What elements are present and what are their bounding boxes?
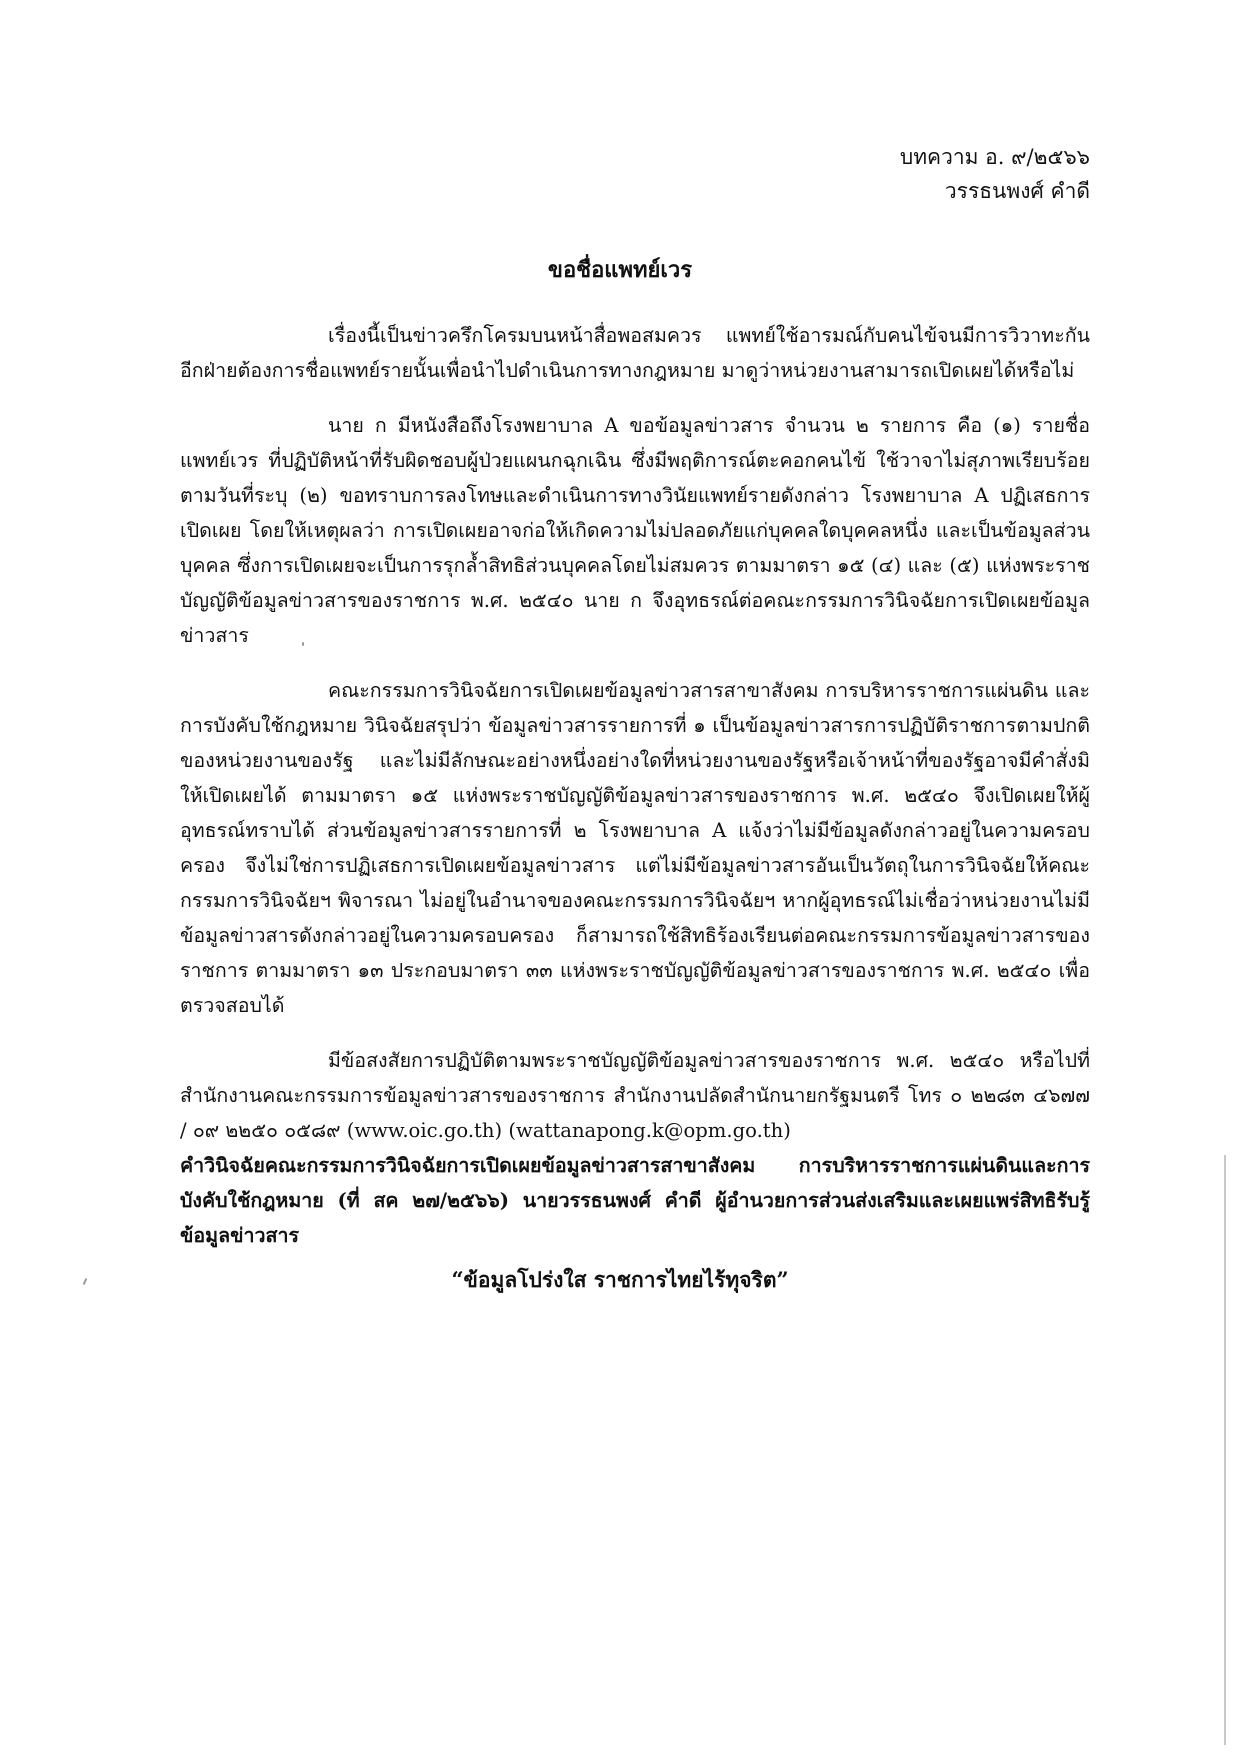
decision-paragraph: คณะกรรมการวินิจฉัยการเปิดเผยข้อมูลข่าวสารสาขาสังคม การบริหารราชการแผ่นดิน และการบังคับใช้กฎหมาย วินิจฉัยสรุปว่า ข้อมูลข่าวสารรายการที่ ๑ เป็นข้อมูลข่าวสารการปฏิบัติราชการตามปกติของหน่วยงานของรัฐ และไม่มีลักษณะอย่างหนึ่งอย่างใดที่หน่วยงานของรัฐหรือเจ้าหน้าที่ของรัฐอาจมีคำสั่งมิให้เปิดเผยได้ ตามมาตรา ๑๕ แห่งพระราชบัญญัติข้อมูลข่าวสารของราชการ พ.ศ. ๒๕๔๐ จึงเปิดเผยให้ผู้อุทธรณ์ทราบได้ ส่วนข้อมูลข่าวสารรายการที่ ๒ โรงพยาบาล A แจ้งว่าไม่มีข้อมูลดังกล่าวอยู่ในความครอบครอง จึงไม่ใช่การปฏิเสธการเปิดเผยข้อมูลข่าวสาร แต่ไม่มีข้อมูลข่าวสารอันเป็นวัตถุในการวินิจฉัยให้คณะกรรมการวินิจฉัยฯ พิจารณา ไม่อยู่ในอำนาจของคณะกรรมการวินิจฉัยฯ หากผู้อุทธรณ์ไม่เชื่อว่าหน่วยงานไม่มีข้อมูลข่าวสารดังกล่าวอยู่ในความครอบครอง ก็สามารถใช้สิทธิร้องเรียนต่อคณะกรรมการข้อมูลข่าวสารของราชการ ตามมาตรา ๑๓ ประกอบมาตรา ๓๓ แห่งพระราชบัญญัติข้อมูลข่าวสารของราชการ พ.ศ. ๒๕๔๐ เพื่อตรวจสอบได้ [180, 679, 1090, 1017]
slogan: “ข้อมูลโปร่งใส ราชการไทยไร้ทุจริต” [451, 1267, 789, 1292]
document-body [180, 318, 1090, 1253]
intro-paragraph: เรื่องนี้เป็นข่าวครึกโครมบนหน้าสื่อพอสมควร แพทย์ใช้อารมณ์กับคนไข้จนมีการวิวาทะกัน อีกฝ่ายต้องการชื่อแพทย์รายนั้นเพื่อนำไปดำเนินการทางกฎหมาย มาดูว่าหน่วยงานสามารถเปิดเผยได้หรือไม่ [180, 324, 1090, 382]
scan-edge-line [1224, 1155, 1226, 1745]
header-block [900, 140, 1090, 208]
contact-paragraph: มีข้อสงสัยการปฏิบัติตามพระราชบัญญัติข้อมูลข่าวสารของราชการ พ.ศ. ๒๕๔๐ หรือไปที่ สำนักงานคณะกรรมการข้อมูลข่าวสารของราชการ สำนักงานปลัดสำนักนายกรัฐมนตรี โทร ๐ ๒๒๘๓ ๔๖๗๗ / ๐๙ ๒๒๕๐ ๐๕๘๙ (www.oic.go.th) (wattanapong.k@opm.go.th) [180, 1049, 1090, 1142]
scan-speck [302, 642, 304, 646]
document-title: ขอชื่อแพทย์เวร [547, 257, 693, 283]
facts-paragraph: นาย ก มีหนังสือถึงโรงพยาบาล A ขอข้อมูลข่าวสาร จำนวน ๒ รายการ คือ (๑) รายชื่อแพทย์เวร ที่ปฏิบัติหน้าที่รับผิดชอบผู้ป่วยแผนกฉุกเฉิน ซึ่งมีพฤติการณ์ตะคอกคนไข้ ใช้วาจาไม่สุภาพเรียบร้อยตามวันที่ระบุ (๒) ขอทราบการลงโทษและดำเนินการทางวินัยแพทย์รายดังกล่าว โรงพยาบาล A ปฏิเสธการเปิดเผย โดยให้เหตุผลว่า การเปิดเผยอาจก่อให้เกิดความไม่ปลอดภัยแก่บุคคลใดบุคคลหนึ่ง และเป็นข้อมูลส่วนบุคคล ซึ่งการเปิดเผยจะเป็นการรุกล้ำสิทธิส่วนบุคคลโดยไม่สมควร ตามมาตรา ๑๕ (๔) และ (๕) แห่งพระราชบัญญัติข้อมูลข่าวสารของราชการ พ.ศ. ๒๕๔๐ นาย ก จึงอุทธรณ์ต่อคณะกรรมการวินิจฉัยการเปิดเผยข้อมูลข่าวสาร [180, 414, 1090, 647]
ruling-reference: คำวินิจฉัยคณะกรรมการวินิจฉัยการเปิดเผยข้อมูลข่าวสารสาขาสังคม การบริหารราชการแผ่นดินและการบังคับใช้กฎหมาย (ที่ สค ๒๗/๒๕๖๖) นายวรรธนพงศ์ คำดี ผู้อำนวยการส่วนส่งเสริมและเผยแพร่สิทธิรับรู้ข้อมูลข่าวสาร [180, 1154, 1090, 1247]
author-name: วรรธนพงศ์ คำดี [944, 179, 1090, 203]
article-reference: บทความ อ. ๙/๒๕๖๖ [899, 145, 1090, 169]
